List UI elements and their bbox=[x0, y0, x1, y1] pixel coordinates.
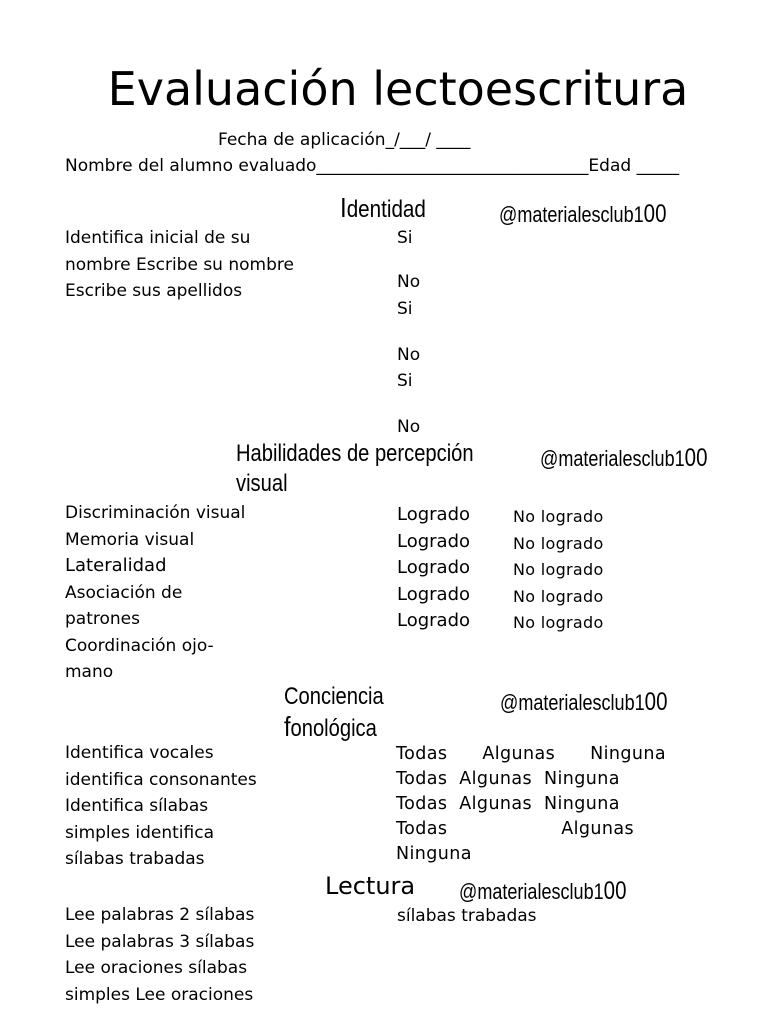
watermark-suffix: 00 bbox=[684, 444, 708, 472]
watermark-handle bbox=[499, 200, 666, 229]
list-item: Identifica inicial de su bbox=[65, 228, 251, 248]
logrado-column bbox=[397, 502, 470, 635]
logrado-option: Logrado bbox=[397, 504, 471, 525]
list-item: Coordinación ojo- bbox=[65, 635, 214, 656]
response-no: No bbox=[397, 272, 421, 292]
no-logrado-option: No logrado bbox=[513, 533, 604, 553]
heading-line: Conciencia bbox=[284, 683, 384, 710]
list-item: Asociación de bbox=[65, 582, 183, 603]
response-no: No bbox=[397, 345, 421, 365]
no-logrado-option: No logrado bbox=[513, 613, 604, 632]
response-no: No bbox=[397, 417, 421, 437]
section-heading-identidad bbox=[340, 192, 426, 224]
list-item: mano bbox=[65, 662, 114, 682]
page-title: Evaluación lectoescritura bbox=[107, 62, 689, 116]
list-item: simples Lee oraciones bbox=[65, 984, 254, 1005]
option-algunas: Algunas bbox=[561, 819, 634, 839]
nombre-alumno-line: Nombre del alumno evaluado________________________________Edad _____ bbox=[65, 156, 680, 176]
option-ninguna: Ninguna bbox=[396, 844, 472, 864]
response-si: Si bbox=[397, 228, 413, 248]
options-row bbox=[396, 742, 666, 767]
option-algunas: Algunas bbox=[482, 744, 556, 764]
logrado-option: Logrado bbox=[397, 530, 471, 552]
heading-line: visual bbox=[236, 470, 288, 497]
list-item: Lee palabras 3 sílabas bbox=[65, 931, 255, 952]
option-todas: Todas bbox=[396, 744, 448, 764]
heading-line: Habilidades de percepción bbox=[236, 440, 474, 467]
heading-line bbox=[284, 712, 384, 744]
watermark-handle bbox=[540, 444, 707, 473]
no-logrado-option: No logrado bbox=[513, 507, 604, 526]
watermark-text: @materialesclub1 bbox=[459, 879, 604, 904]
response-si: Si bbox=[397, 371, 413, 391]
options-row bbox=[396, 817, 634, 842]
identidad-items bbox=[65, 225, 294, 305]
fecha-aplicacion: Fecha de aplicación_/___/ ____ bbox=[218, 130, 471, 150]
list-item: Discriminación visual bbox=[65, 503, 246, 523]
watermark-suffix: 00 bbox=[603, 877, 627, 905]
section-heading-lectura: Lectura bbox=[325, 872, 416, 900]
list-item: Lee oraciones sílabas bbox=[65, 958, 248, 978]
lectura-response: sílabas trabadas bbox=[397, 906, 537, 926]
no-logrado-option: No logrado bbox=[513, 560, 604, 579]
list-item: patrones bbox=[65, 609, 140, 629]
section-heading-conciencia bbox=[284, 682, 384, 744]
watermark-suffix: 00 bbox=[644, 688, 668, 716]
section-heading-percepcion bbox=[236, 439, 474, 499]
list-item: Escribe sus apellidos bbox=[65, 281, 243, 301]
response-si: Si bbox=[397, 299, 413, 319]
list-item: identifica consonantes bbox=[65, 769, 257, 790]
no-logrado-column bbox=[513, 504, 604, 637]
heading-rest: dentidad bbox=[346, 196, 426, 223]
logrado-option: Logrado bbox=[397, 583, 471, 605]
list-item: Lateralidad bbox=[65, 555, 167, 576]
options-row: Todas Algunas Ninguna bbox=[396, 769, 620, 789]
list-item: simples identifica bbox=[65, 822, 214, 843]
heading-initial: I bbox=[340, 192, 347, 223]
list-item: sílabas trabadas bbox=[65, 849, 205, 869]
percepcion-items bbox=[65, 500, 245, 686]
logrado-option: Logrado bbox=[397, 610, 471, 631]
watermark-text: @materialesclub1 bbox=[500, 690, 645, 715]
no-logrado-option: No logrado bbox=[513, 586, 604, 606]
conciencia-items bbox=[65, 740, 257, 873]
lectura-items bbox=[65, 902, 254, 1008]
watermark-text: @materialesclub1 bbox=[540, 446, 685, 471]
list-item: nombre Escribe su nombre bbox=[65, 254, 294, 275]
option-ninguna: Ninguna bbox=[590, 744, 666, 764]
watermark-handle bbox=[500, 688, 667, 717]
watermark-text: @materialesclub1 bbox=[499, 202, 644, 227]
list-item: Lee palabras 2 sílabas bbox=[65, 905, 255, 925]
watermark-suffix: 00 bbox=[643, 200, 667, 228]
list-item: Memoria visual bbox=[65, 529, 195, 550]
heading-rest: onológica bbox=[290, 715, 377, 742]
list-item: Identifica sílabas bbox=[65, 796, 209, 816]
conciencia-options bbox=[396, 742, 666, 867]
option-todas: Todas bbox=[396, 819, 448, 839]
watermark-handle bbox=[459, 877, 626, 906]
heading-initial: f bbox=[284, 711, 291, 742]
logrado-option: Logrado bbox=[397, 557, 471, 578]
list-item: Identifica vocales bbox=[65, 743, 214, 763]
options-row: Todas Algunas Ninguna bbox=[396, 794, 620, 814]
